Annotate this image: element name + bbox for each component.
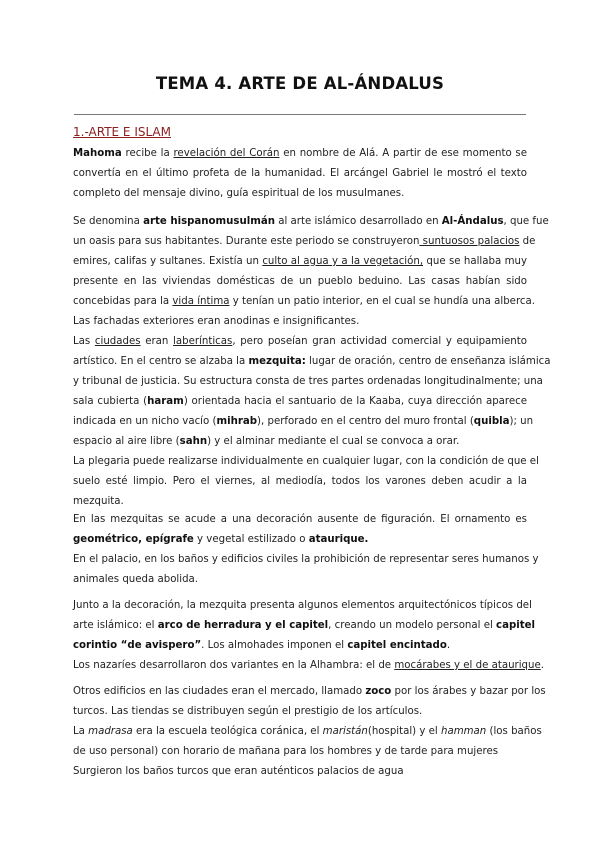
bold-term: zoco bbox=[365, 686, 392, 697]
text-run: . bbox=[446, 640, 451, 651]
text-run: . bbox=[540, 660, 544, 671]
text-run: era la escuela teológica coránica, el bbox=[132, 726, 323, 737]
title-divider bbox=[74, 114, 526, 115]
text-run: y tenían un patio interior, en el cual se hundía una alberca. bbox=[229, 296, 535, 307]
text-line: completo del mensaje divino, guía espiritual de los musulmanes. bbox=[73, 188, 405, 199]
italic-term: hamman bbox=[441, 726, 487, 737]
text-run: ), perforado en el centro del muro frontal ( bbox=[257, 416, 474, 427]
bold-term: geométrico, epígrafe bbox=[73, 534, 194, 545]
text-run: ) y el alminar mediante el cual se convoca a orar. bbox=[207, 436, 460, 447]
bold-term: corintio “de avispero” bbox=[73, 640, 202, 651]
text-line: La plegaria puede realizarse individualmente en cualquier lugar, con la condición de que el bbox=[73, 456, 539, 467]
text-line bbox=[73, 616, 536, 636]
bold-term: ataurique. bbox=[308, 534, 369, 545]
text-line: Junto a la decoración, la mezquita presenta algunos elementos arquitectónicos típicos del bbox=[73, 600, 532, 611]
text-line: suelo esté limpio. Pero el viernes, al mediodía, todos los varones deben acudir a la bbox=[73, 476, 527, 487]
text-run: ) orientada hacia el santuario de la Kaaba, cuya dirección aparece bbox=[183, 396, 527, 407]
text-line bbox=[73, 432, 527, 452]
text-run: Las bbox=[73, 336, 95, 347]
text-line: Las fachadas exteriores eran anodinas e insignificantes. bbox=[73, 316, 360, 327]
text-run: Se denomina bbox=[73, 216, 144, 227]
text-run: que se hallaba muy bbox=[423, 256, 527, 267]
text-line: animales queda abolida. bbox=[73, 574, 199, 585]
text-run: eran bbox=[140, 336, 174, 347]
underlined-term: laberínticas bbox=[173, 336, 233, 347]
bold-term: Al-Ándalus bbox=[441, 216, 504, 227]
bold-term: arco de herradura y el capitel bbox=[157, 620, 329, 631]
underlined-term: culto al agua y a la vegetación, bbox=[262, 256, 424, 267]
bold-term: mihrab bbox=[216, 416, 258, 427]
text-run: , que fue bbox=[503, 216, 549, 227]
text-line: y tribunal de justicia. Su estructura consta de tres partes ordenadas longitudinalmente; una bbox=[73, 376, 543, 387]
text-run: , creando un modelo personal el bbox=[328, 620, 497, 631]
paragraph-decoracion bbox=[73, 510, 539, 590]
text-line: En las mezquitas se acude a una decoración ausente de figuración. El ornamento es bbox=[73, 514, 527, 525]
underlined-term: revelación del Corán bbox=[173, 148, 280, 159]
text-run: al arte islámico desarrollado en bbox=[274, 216, 442, 227]
text-run: (los baños bbox=[486, 726, 542, 737]
bold-term: arte hispanomusulmán bbox=[143, 216, 275, 227]
text-line bbox=[73, 144, 527, 164]
underlined-term: mocárabes y el de ataurique bbox=[394, 660, 541, 671]
underlined-term: ciudades bbox=[94, 336, 141, 347]
text-run: La bbox=[73, 726, 89, 737]
text-line bbox=[73, 392, 527, 412]
text-run: indicada en un nicho vacío ( bbox=[73, 416, 217, 427]
text-line bbox=[73, 352, 551, 372]
bold-term: Mahoma bbox=[73, 148, 122, 159]
underlined-term: suntuosos palacios bbox=[419, 236, 520, 247]
text-run: sala cubierta ( bbox=[73, 396, 148, 407]
text-line: mezquita. bbox=[73, 496, 124, 507]
text-run: arte islámico: el bbox=[73, 620, 158, 631]
bold-term: capitel bbox=[496, 620, 536, 631]
text-run: por los árabes y bazar por los bbox=[391, 686, 546, 697]
text-run: de bbox=[519, 236, 536, 247]
text-run: ); un bbox=[509, 416, 534, 427]
text-line: de uso personal) con horario de mañana para los hombres y de tarde para mujeres bbox=[73, 746, 499, 757]
text-run: , pero poseían gran actividad comercial y equipamiento bbox=[232, 336, 527, 347]
section-heading: 1.-ARTE E ISLAM bbox=[73, 125, 171, 139]
text-run: concebidas para la bbox=[73, 296, 173, 307]
bold-term: haram bbox=[147, 396, 184, 407]
text-line bbox=[73, 232, 536, 252]
italic-term: madrasa bbox=[88, 726, 133, 737]
italic-term: maristán bbox=[322, 726, 368, 737]
paragraph-mahoma bbox=[73, 144, 527, 204]
page-title: TEMA 4. ARTE DE AL-ÁNDALUS bbox=[155, 74, 445, 93]
text-run: y vegetal estilizado o bbox=[193, 534, 309, 545]
text-line: convertía en el último profeta de la humanidad. El arcángel Gabriel le mostró el texto bbox=[73, 168, 527, 179]
text-line bbox=[73, 332, 527, 352]
text-line bbox=[73, 292, 535, 312]
text-line bbox=[73, 722, 542, 742]
text-run: lugar de oración, centro de enseñanza islámica bbox=[305, 356, 551, 367]
text-run: espacio al aire libre ( bbox=[73, 436, 180, 447]
text-line bbox=[73, 252, 527, 272]
text-line bbox=[73, 212, 549, 232]
underlined-term: vida íntima bbox=[172, 296, 230, 307]
paragraph-otros-edificios bbox=[73, 682, 546, 782]
text-line: presente en las viviendas domésticas de un pueblo beduino. Las casas habían sido bbox=[73, 276, 527, 287]
text-line: En el palacio, en los baños y edificios civiles la prohibición de representar seres humanos y bbox=[73, 554, 539, 565]
text-run: recibe la bbox=[121, 148, 174, 159]
text-run: artístico. En el centro se alzaba la bbox=[73, 356, 249, 367]
paragraph-elementos-arquitectonicos bbox=[73, 596, 544, 676]
text-line bbox=[73, 412, 534, 432]
text-line bbox=[73, 656, 544, 676]
text-run: Otros edificios en las ciudades eran el mercado, llamado bbox=[73, 686, 366, 697]
bold-term: capitel encintado bbox=[347, 640, 447, 651]
text-run: (hospital) y el bbox=[367, 726, 441, 737]
text-line: turcos. Las tiendas se distribuyen según el prestigio de los artículos. bbox=[73, 706, 423, 717]
text-line bbox=[73, 682, 546, 702]
bold-term: mezquita: bbox=[248, 356, 306, 367]
text-run: en nombre de Alá. A partir de ese momento se bbox=[279, 148, 528, 159]
text-line bbox=[73, 636, 527, 656]
text-run: Los nazaríes desarrollaron dos variantes en la Alhambra: el de bbox=[73, 660, 395, 671]
text-line bbox=[73, 530, 527, 550]
paragraph-arte-hispanomusulman bbox=[73, 212, 549, 332]
paragraph-ciudades-mezquita bbox=[73, 332, 551, 512]
bold-term: quibla bbox=[473, 416, 510, 427]
bold-term: sahn bbox=[179, 436, 208, 447]
text-run: . Los almohades imponen el bbox=[201, 640, 348, 651]
text-line: Surgieron los baños turcos que eran auténticos palacios de agua bbox=[73, 766, 404, 777]
text-run: emires, califas y sultanes. Existía un bbox=[73, 256, 263, 267]
text-run: un oasis para sus habitantes. Durante este periodo se construyeron bbox=[73, 236, 420, 247]
